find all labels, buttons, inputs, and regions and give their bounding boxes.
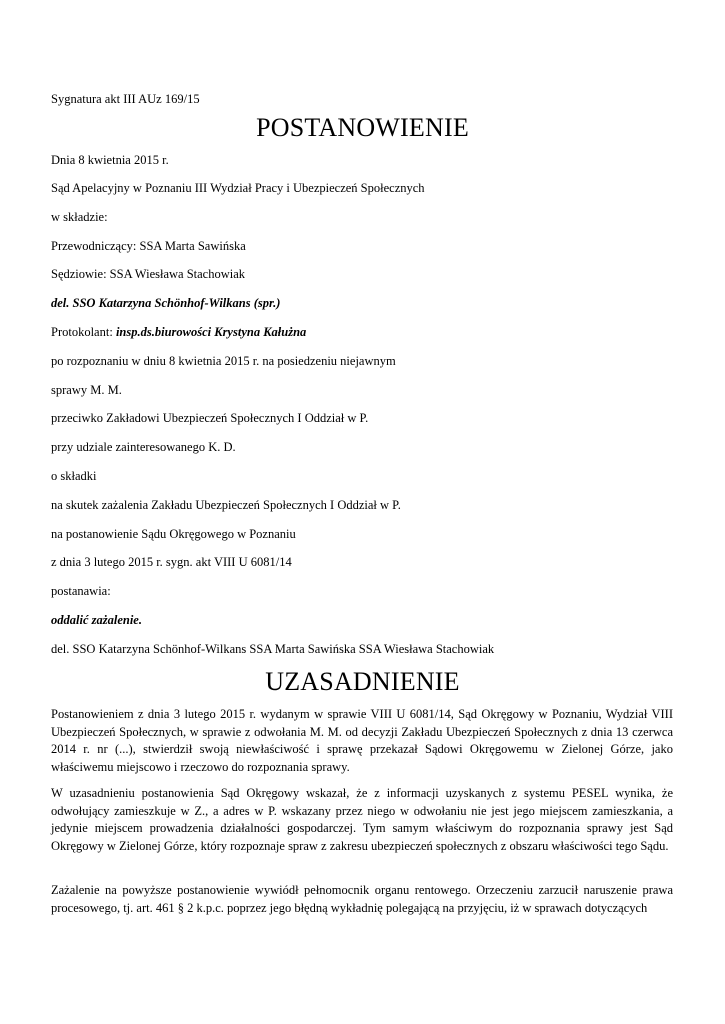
recorder-label: Protokolant:: [51, 325, 116, 339]
judges: Sędziowie: SSA Wiesława Stachowiak: [51, 267, 246, 281]
delegated-judge: del. SSO Katarzyna Schönhof-Wilkans (spr.): [51, 296, 281, 310]
case-subject: o składki: [51, 469, 97, 483]
justification-title: UZASADNIENIE: [265, 667, 460, 696]
recorder-name: insp.ds.biurowości Krystyna Kałużna: [115, 325, 307, 339]
court-name: Sąd Apelacyjny w Poznaniu III Wydział Pracy i Ubezpieczeń Społecznych: [51, 181, 425, 195]
presiding-judge: Przewodniczący: SSA Marta Sawińska: [51, 239, 246, 253]
decides-label: postanawia:: [51, 584, 111, 598]
composition-label: w składzie:: [51, 210, 108, 224]
complaint-source: na skutek zażalenia Zakładu Ubezpieczeń Społecznych I Oddział w P.: [51, 498, 401, 512]
document-title: POSTANOWIENIE: [256, 113, 469, 142]
recorder: [51, 324, 306, 340]
ruling-text: oddalić zażalenie.: [51, 613, 142, 627]
defendant: przeciwko Zakładowi Ubezpieczeń Społecznych I Oddział w P.: [51, 411, 369, 425]
signatures: del. SSO Katarzyna Schönhof-Wilkans SSA Marta Sawińska SSA Wiesława Stachowiak: [51, 642, 495, 656]
interested-party: przy udziale zainteresowanego K. D.: [51, 440, 236, 454]
justification-paragraph: Zażalenie na powyższe postanowienie wywiódł pełnomocnik organu rentowego. Orzeczeniu zarzucił naruszenie prawa procesowego, tj. art. 461 § 2 k.p.c. poprzez jego błędną wykładnię polegającą na przyjęciu, iż w sprawach dotyczących: [51, 883, 673, 915]
appealed-decision: na postanowienie Sądu Okręgowego w Poznaniu: [51, 527, 296, 541]
appealed-decision-date: z dnia 3 lutego 2015 r. sygn. akt VIII U 6081/14: [51, 555, 292, 569]
justification-paragraph: Postanowieniem z dnia 3 lutego 2015 r. wydanym w sprawie VIII U 6081/14, Sąd Okręgowy w Poznaniu, Wydział VIII Ubezpieczeń Społecznych, w sprawie z odwołania M. M. od decyzji Zakładu Ubezpieczeń Społecznych z dnia 13 czerwca 2014 r. nr (...), stwierdził swoją niewłaściwość i sprawę przekazał Sądowi Okręgowemu w Zielonej Górze, jako właściwemu miejscowo i rzeczowo do rozpoznania sprawy.: [51, 707, 673, 774]
ruling-date: Dnia 8 kwietnia 2015 r.: [51, 153, 169, 167]
case-party: sprawy M. M.: [51, 383, 122, 397]
justification-paragraph: W uzasadnieniu postanowienia Sąd Okręgowy wskazał, że z informacji uzyskanych z systemu PESEL wynika, że odwołujący zamieszkuje w Z., a adres w P. wskazany przez niego w odwołaniu nie jest jego miejscem zamieszkania, a jedynie miejscem prowadzenia działalności gospodarczej. Tym samym właściwym do rozpoznania sprawy jest Sąd Okręgowy w Zielonej Górze, który rozpoznaje spraw z zakresu ubezpieczeń społecznych z obszaru właściwości tego Sądu.: [51, 786, 673, 853]
hearing-info: po rozpoznaniu w dniu 8 kwietnia 2015 r. na posiedzeniu niejawnym: [51, 354, 396, 368]
case-reference: Sygnatura akt III AUz 169/15: [51, 92, 200, 106]
